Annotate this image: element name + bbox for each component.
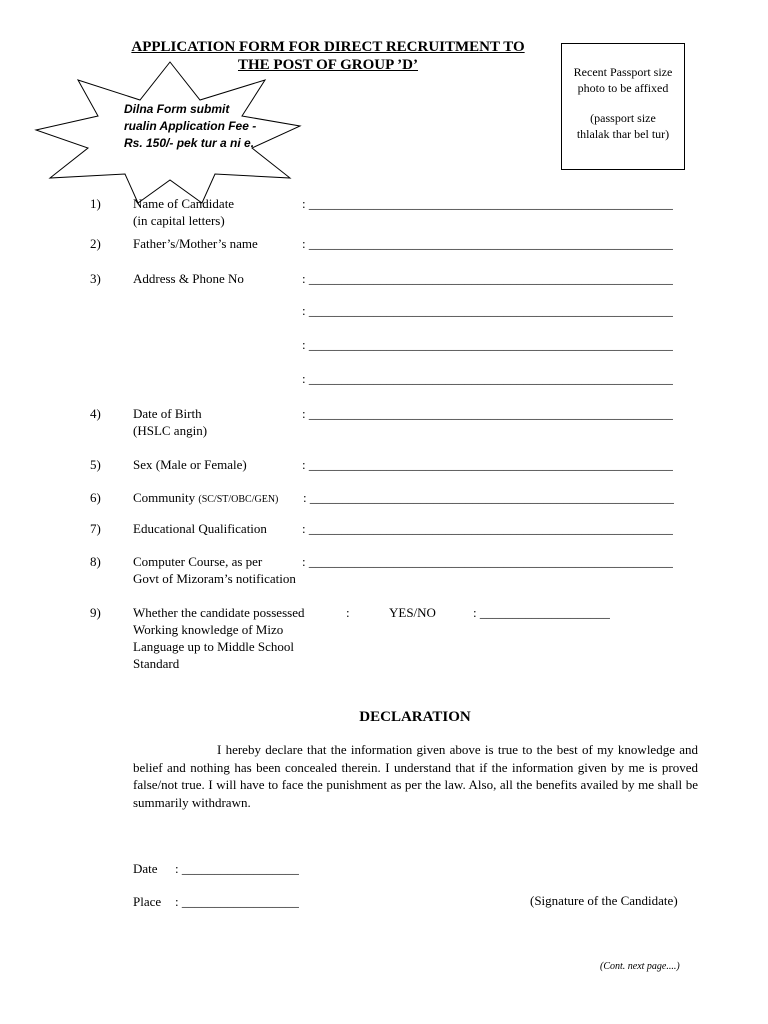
- field-6-number: 6): [90, 490, 101, 505]
- photo-box-line4: thlalak thar bel tur): [576, 127, 670, 141]
- form-title-line2: THE POST OF GROUP ’D’: [237, 57, 418, 73]
- place-blank[interactable]: : __________________: [175, 894, 299, 909]
- field-8-label: [133, 553, 296, 587]
- field-7-label: Educational Qualification: [133, 521, 267, 536]
- fee-notice-line1: Dilna Form submit: [124, 102, 230, 116]
- fee-notice-line3: Rs. 150/- pek tur a ni e.: [124, 136, 255, 150]
- declaration-text: I hereby declare that the information given above is true to the best of my knowledge and belief and nothing has been concealed therein. I understand that if the information given by me is proved false/not true. I will have to face the punishment as per the law. Also, all the benefits availed by me shall be summarily withdrawn.: [133, 742, 698, 810]
- field-1-number: 1): [90, 196, 101, 211]
- field-9-option: YES/NO: [389, 605, 436, 620]
- form-title-line1: APPLICATION FORM FOR DIRECT RECRUITMENT TO: [131, 39, 525, 55]
- field-4-label: [133, 405, 207, 439]
- field-2-label: Father’s/Mother’s name: [133, 236, 258, 251]
- field-9-label-line3: Language up to Middle School: [133, 639, 295, 654]
- field-3-number: 3): [90, 271, 101, 286]
- field-8-label-line2: Govt of Mizoram’s notification: [133, 571, 296, 586]
- field-4-label-line2: (HSLC angin): [133, 423, 208, 438]
- field-7-blank[interactable]: : ________________________________________________________: [302, 521, 673, 536]
- field-7-number: 7): [90, 521, 101, 536]
- field-1-label-line1: Name of Candidate: [133, 196, 235, 211]
- field-4-blank[interactable]: : ________________________________________________________: [302, 406, 673, 421]
- date-blank[interactable]: : __________________: [175, 861, 299, 876]
- fee-notice-line2: rualin Application Fee -: [124, 119, 257, 133]
- field-6-label-small: (SC/ST/OBC/GEN): [198, 494, 279, 505]
- field-9-label-line2: Working knowledge of Mizo: [133, 622, 284, 637]
- field-9-label-line4: Standard: [133, 656, 180, 671]
- field-8-label-line1: Computer Course, as per: [133, 554, 263, 569]
- field-3-blank-1[interactable]: : ________________________________________________________: [302, 271, 673, 286]
- field-1-blank[interactable]: : ________________________________________________________: [302, 196, 673, 211]
- field-3-label: Address & Phone No: [133, 271, 244, 286]
- field-4-number: 4): [90, 406, 101, 421]
- field-2-number: 2): [90, 236, 101, 251]
- field-9-label: [133, 604, 304, 672]
- field-9-number: 9): [90, 605, 101, 620]
- field-6-blank[interactable]: : ________________________________________________________: [303, 490, 674, 505]
- continued-note: (Cont. next page....): [600, 961, 680, 972]
- field-3-blank-3[interactable]: : ________________________________________________________: [302, 337, 673, 352]
- field-9-colon: :: [346, 605, 350, 620]
- field-8-number: 8): [90, 554, 101, 569]
- field-4-label-line1: Date of Birth: [133, 406, 202, 421]
- photo-box-line3: (passport size: [590, 111, 656, 125]
- field-5-label: Sex (Male or Female): [133, 457, 247, 472]
- field-8-blank[interactable]: : ________________________________________________________: [302, 554, 673, 569]
- field-6-label: [133, 489, 278, 508]
- field-2-blank[interactable]: : ________________________________________________________: [302, 236, 673, 251]
- field-1-label-line2: (in capital letters): [133, 213, 225, 228]
- field-5-number: 5): [90, 457, 101, 472]
- place-label: Place: [133, 894, 162, 909]
- photo-box-line1: Recent Passport size: [573, 65, 673, 79]
- passport-photo-box: [561, 43, 685, 170]
- field-3-blank-2[interactable]: : ________________________________________________________: [302, 303, 673, 318]
- field-1-label: [133, 195, 234, 229]
- field-3-blank-4[interactable]: : ________________________________________________________: [302, 371, 673, 386]
- field-9-blank[interactable]: : ____________________: [473, 605, 610, 620]
- fee-notice: [124, 101, 274, 152]
- signature-label: (Signature of the Candidate): [530, 893, 678, 908]
- field-5-blank[interactable]: : ________________________________________________________: [302, 457, 673, 472]
- date-label: Date: [133, 861, 158, 876]
- declaration-heading: DECLARATION: [359, 709, 471, 725]
- photo-box-line2: photo to be affixed: [577, 81, 669, 95]
- field-9-label-line1: Whether the candidate possessed: [133, 605, 305, 620]
- field-6-label-text: Community: [133, 490, 196, 505]
